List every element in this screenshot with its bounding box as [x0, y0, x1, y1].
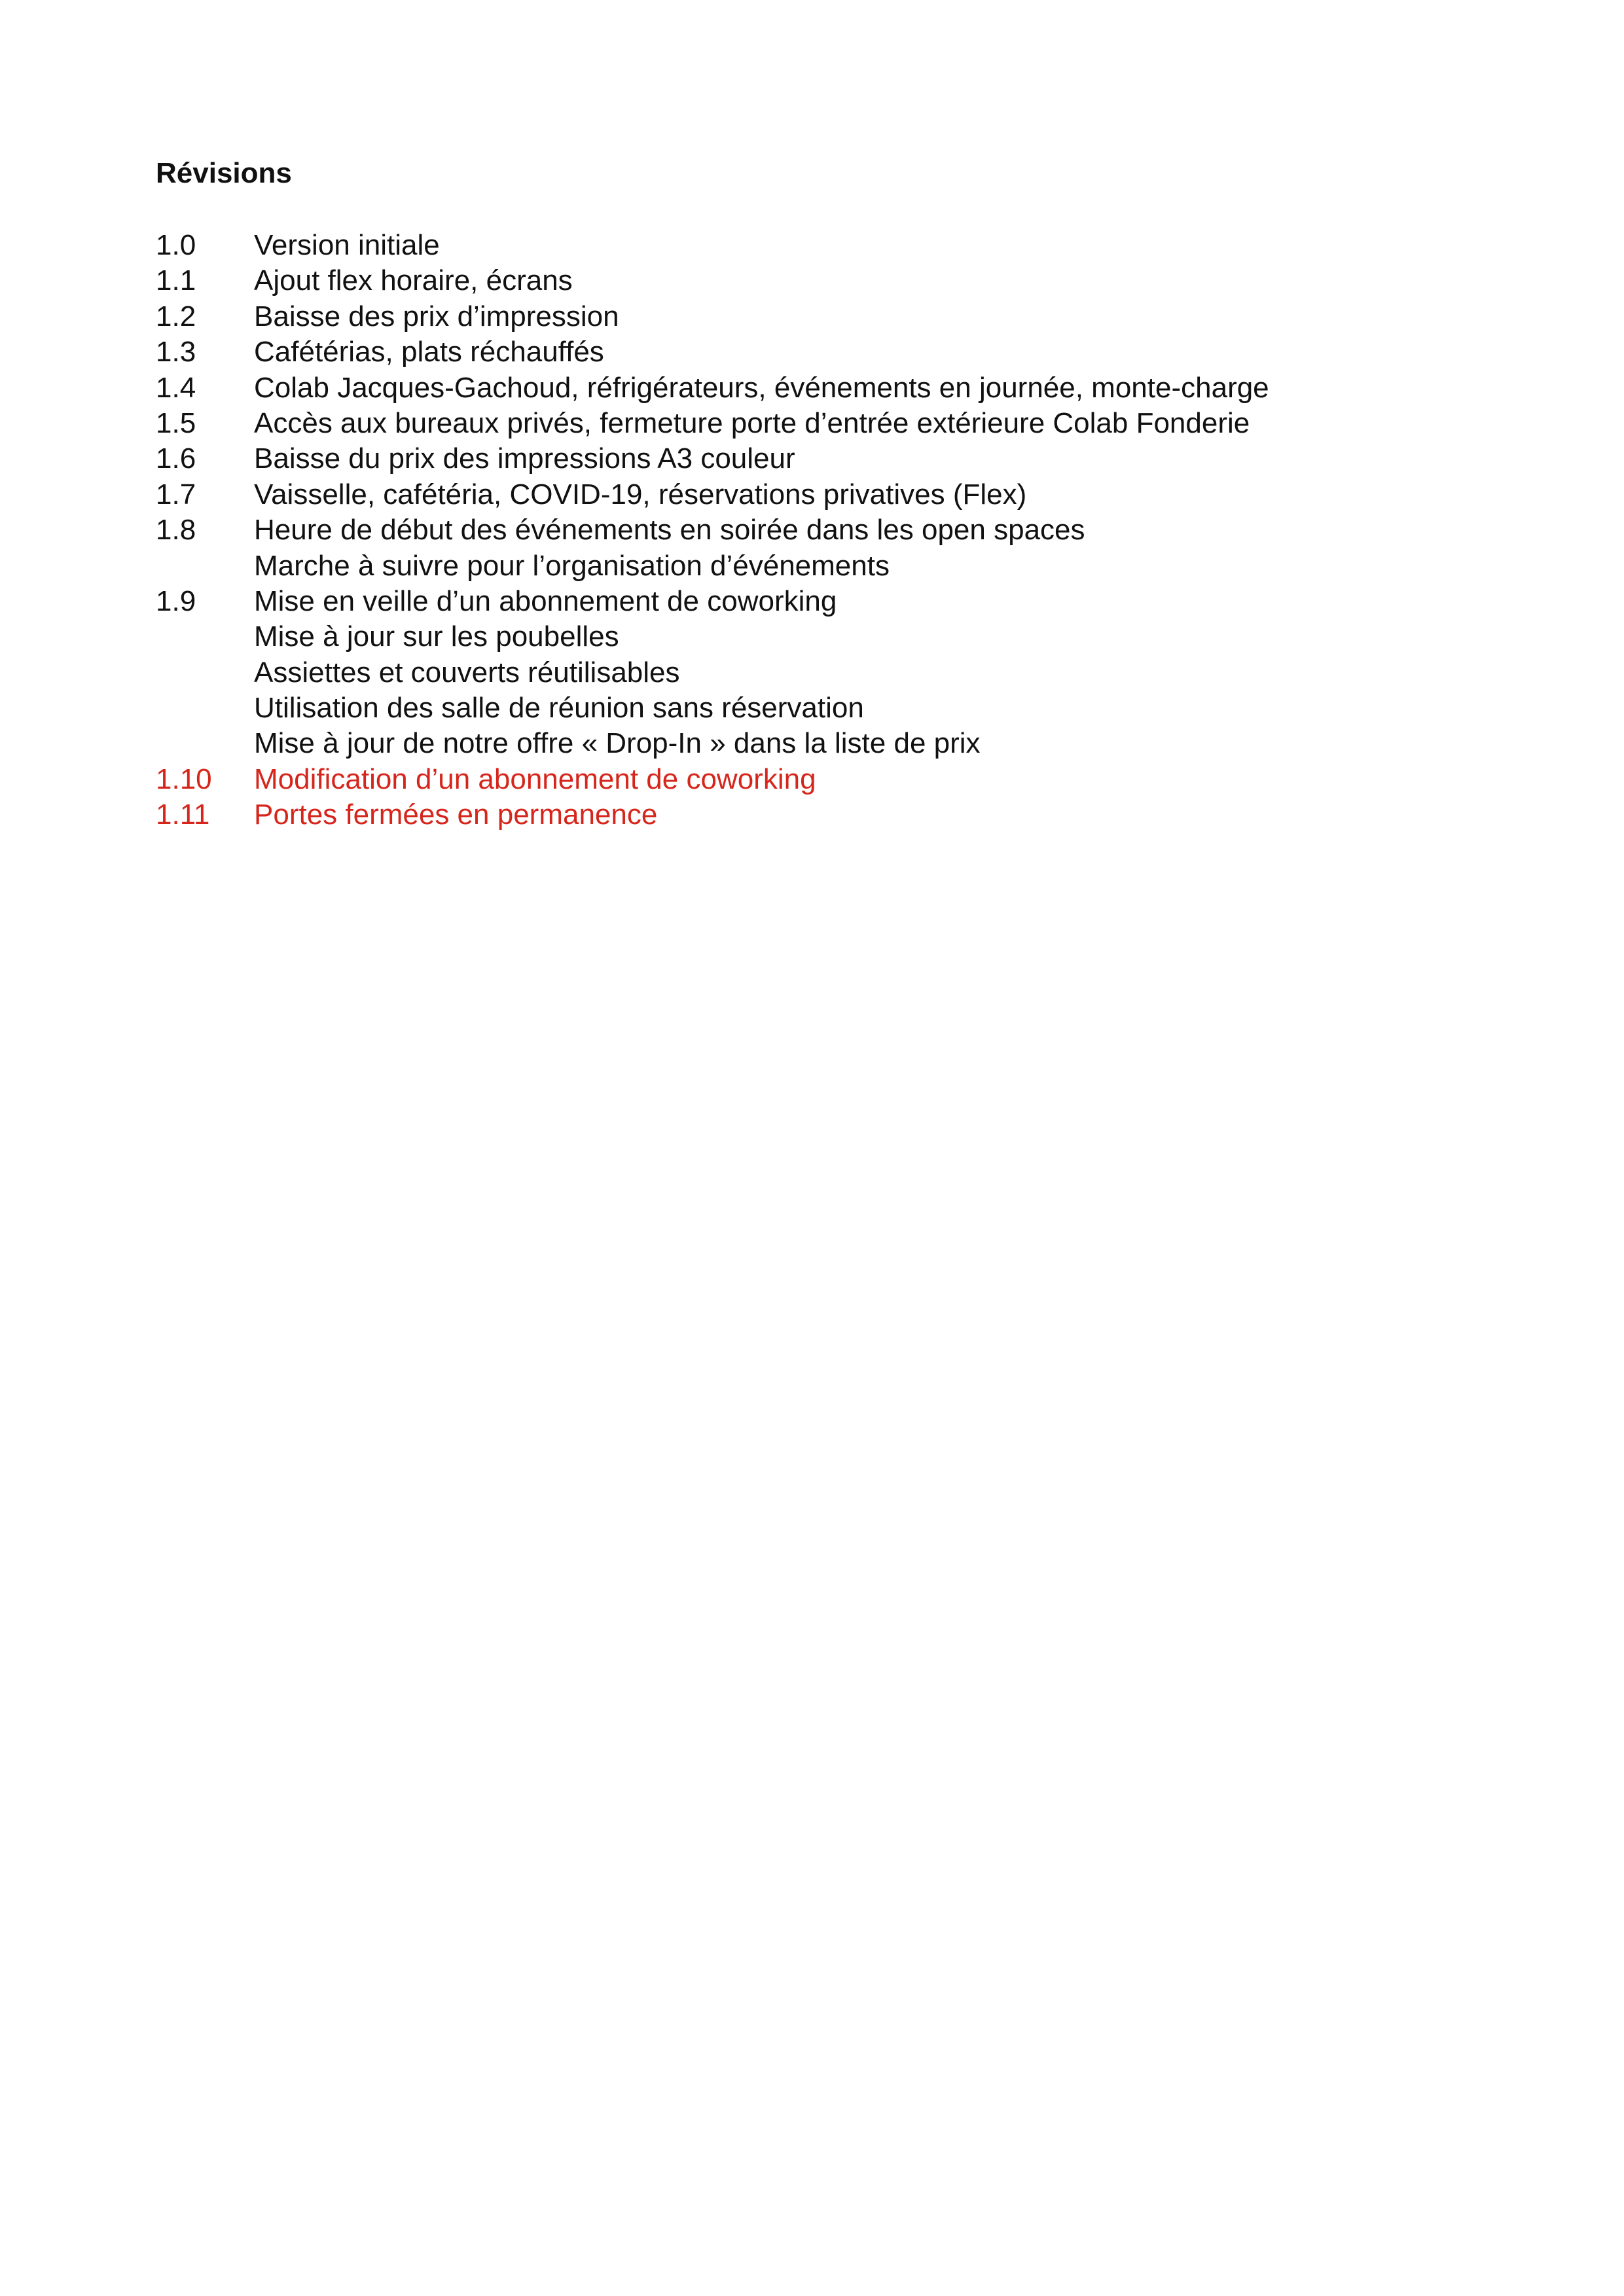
revision-description: Vaisselle, cafétéria, COVID-19, réservations privatives (Flex): [254, 478, 1027, 511]
revision-description: Mise en veille d’un abonnement de coworking: [254, 584, 837, 617]
revision-number: 1.4: [156, 371, 196, 404]
revision-description: Baisse du prix des impressions A3 couleur: [254, 442, 795, 475]
revision-description: Portes fermées en permanence: [254, 798, 658, 831]
revision-number: 1.11: [156, 798, 210, 831]
revision-row: [156, 370, 1465, 406]
revision-number: 1.5: [156, 406, 196, 439]
revision-row: [156, 619, 1465, 655]
document-page: [156, 156, 1465, 833]
revision-row: [156, 406, 1465, 441]
revision-row: [156, 548, 1465, 584]
revision-description: Assiettes et couverts réutilisables: [254, 656, 680, 689]
revision-description: Colab Jacques-Gachoud, réfrigérateurs, événements en journée, monte-charge: [254, 371, 1269, 404]
revision-description: Version initiale: [254, 229, 440, 261]
revision-row: [156, 299, 1465, 334]
revision-number: 1.0: [156, 229, 196, 261]
revision-description: Heure de début des événements en soirée dans les open spaces: [254, 514, 1085, 547]
revision-list: [156, 228, 1465, 833]
revision-description: Marche à suivre pour l’organisation d’événements: [254, 549, 890, 582]
revision-description: Modification d’un abonnement de coworking: [254, 762, 816, 795]
revision-row: [156, 441, 1465, 476]
revision-row: [156, 726, 1465, 761]
revision-number: 1.7: [156, 478, 196, 511]
revision-number: 1.1: [156, 264, 196, 297]
revision-row: [156, 762, 1465, 797]
revision-row: [156, 334, 1465, 370]
revision-description: Mise à jour de notre offre « Drop-In » dans la liste de prix: [254, 727, 981, 760]
revision-row: [156, 655, 1465, 691]
revision-row: [156, 691, 1465, 726]
revision-row: [156, 584, 1465, 619]
revision-row: [156, 228, 1465, 263]
revision-description: Utilisation des salle de réunion sans réservation: [254, 692, 864, 725]
revision-number: 1.3: [156, 336, 196, 368]
revision-row: [156, 477, 1465, 512]
revision-description: Accès aux bureaux privés, fermeture porte d’entrée extérieure Colab Fonderie: [254, 406, 1250, 439]
revision-number: 1.9: [156, 584, 196, 617]
revision-description: Mise à jour sur les poubelles: [254, 620, 619, 653]
revision-row: [156, 263, 1465, 298]
revision-number: 1.10: [156, 762, 212, 795]
revision-row: [156, 512, 1465, 548]
revision-number: 1.2: [156, 300, 196, 332]
revision-description: Baisse des prix d’impression: [254, 300, 619, 332]
revision-description: Ajout flex horaire, écrans: [254, 264, 573, 297]
revision-description: Cafétérias, plats réchauffés: [254, 336, 604, 368]
revision-number: 1.8: [156, 514, 196, 547]
page-title: Révisions: [156, 157, 292, 189]
revision-number: 1.6: [156, 442, 196, 475]
revision-row: [156, 797, 1465, 833]
